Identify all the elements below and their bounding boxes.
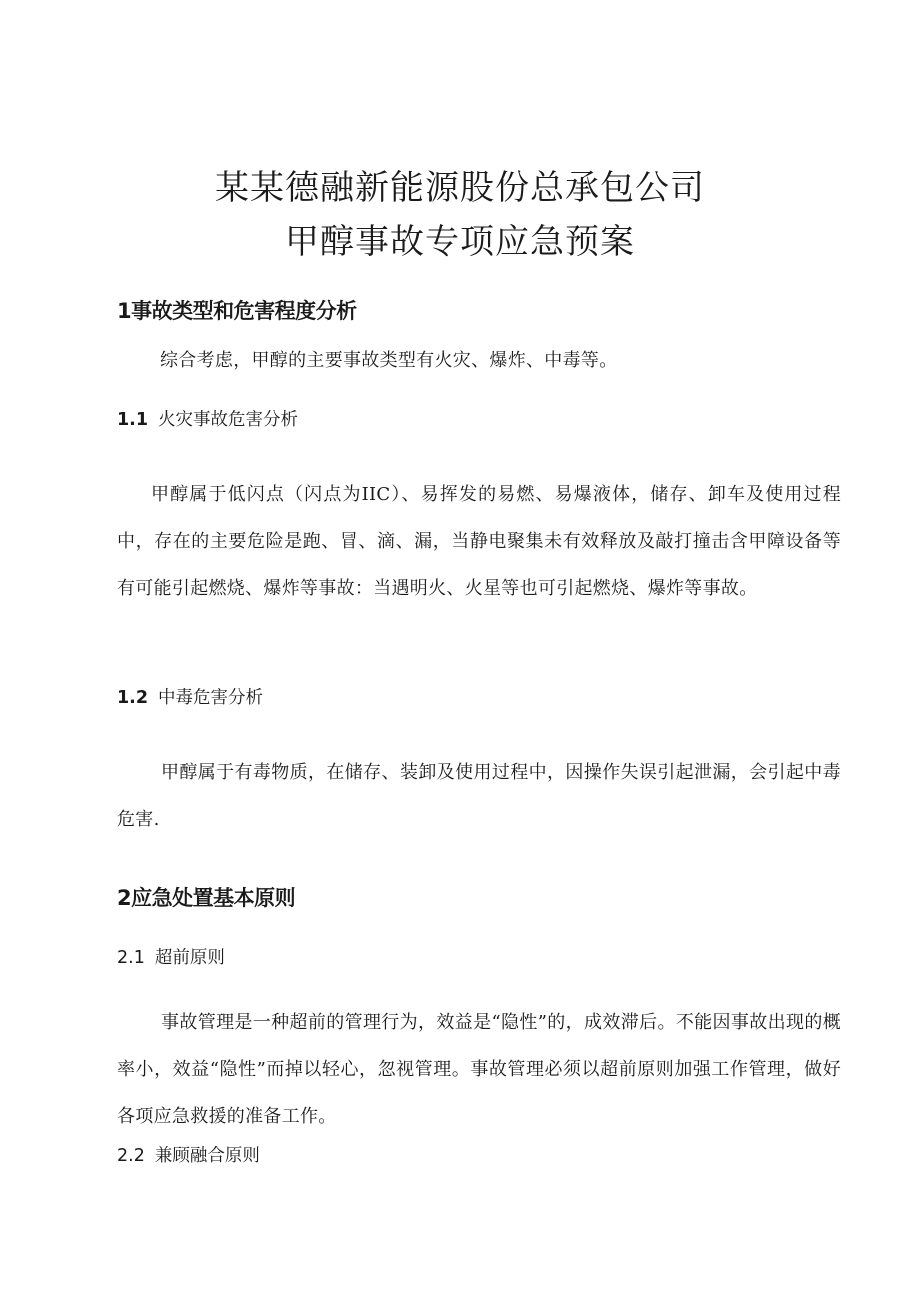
subsection-1-1-heading [117, 406, 298, 431]
subsection-1-1-number: 1.1 [117, 410, 149, 430]
subsection-2-1-body: 事故管理是一种超前的管理行为，效益是“隐性”的，成效滞后。不能因事故出现的概率小，效益“隐性”而掉以轻心，忽视管理。事故管理必须以超前原则加强工作管理，做好各项应急救援的准备工作。 [117, 1012, 841, 1127]
subsection-1-1-title: 火灾事故危害分析 [158, 410, 299, 430]
subsection-2-2-heading [117, 1142, 260, 1167]
subsection-1-2-title: 中毒危害分析 [158, 688, 264, 708]
subsection-1-2-number: 1.2 [117, 688, 149, 708]
document-title-line-1: 某某德融新能源股份总承包公司 [215, 168, 705, 208]
subsection-1-2-heading [117, 684, 263, 709]
section-1-heading: 1事故类型和危害程度分析 [117, 299, 357, 323]
subsection-2-1-number: 2.1 [117, 948, 145, 968]
document-title-line-2: 甲醇事故专项应急预案 [285, 222, 635, 262]
section-1-intro: 综合考虑，甲醇的主要事故类型有火灾、爆炸、中毒等。 [160, 350, 618, 371]
subsection-2-1-title: 超前原则 [154, 948, 225, 968]
subsection-2-2-title: 兼顾融合原则 [154, 1146, 260, 1166]
subsection-1-1-body: 甲醇属于低闪点（闪点为IIC）、易挥发的易燃、易爆液体，储存、卸车及使用过程中，存在的主要危险是跑、冒、滴、漏，当静电聚集未有效释放及敲打撞击含甲障设备等有可能引起燃烧、爆炸等事故：当遇明火、火星等也可引起燃烧、爆炸等事故。 [117, 484, 841, 599]
subsection-2-2-number: 2.2 [117, 1146, 145, 1166]
subsection-1-2-body: 甲醇属于有毒物质，在储存、装卸及使用过程中，因操作失误引起泄漏，会引起中毒危害. [117, 762, 841, 830]
subsection-2-1-heading [117, 944, 225, 969]
section-2-heading: 2应急处置基本原则 [117, 886, 296, 910]
